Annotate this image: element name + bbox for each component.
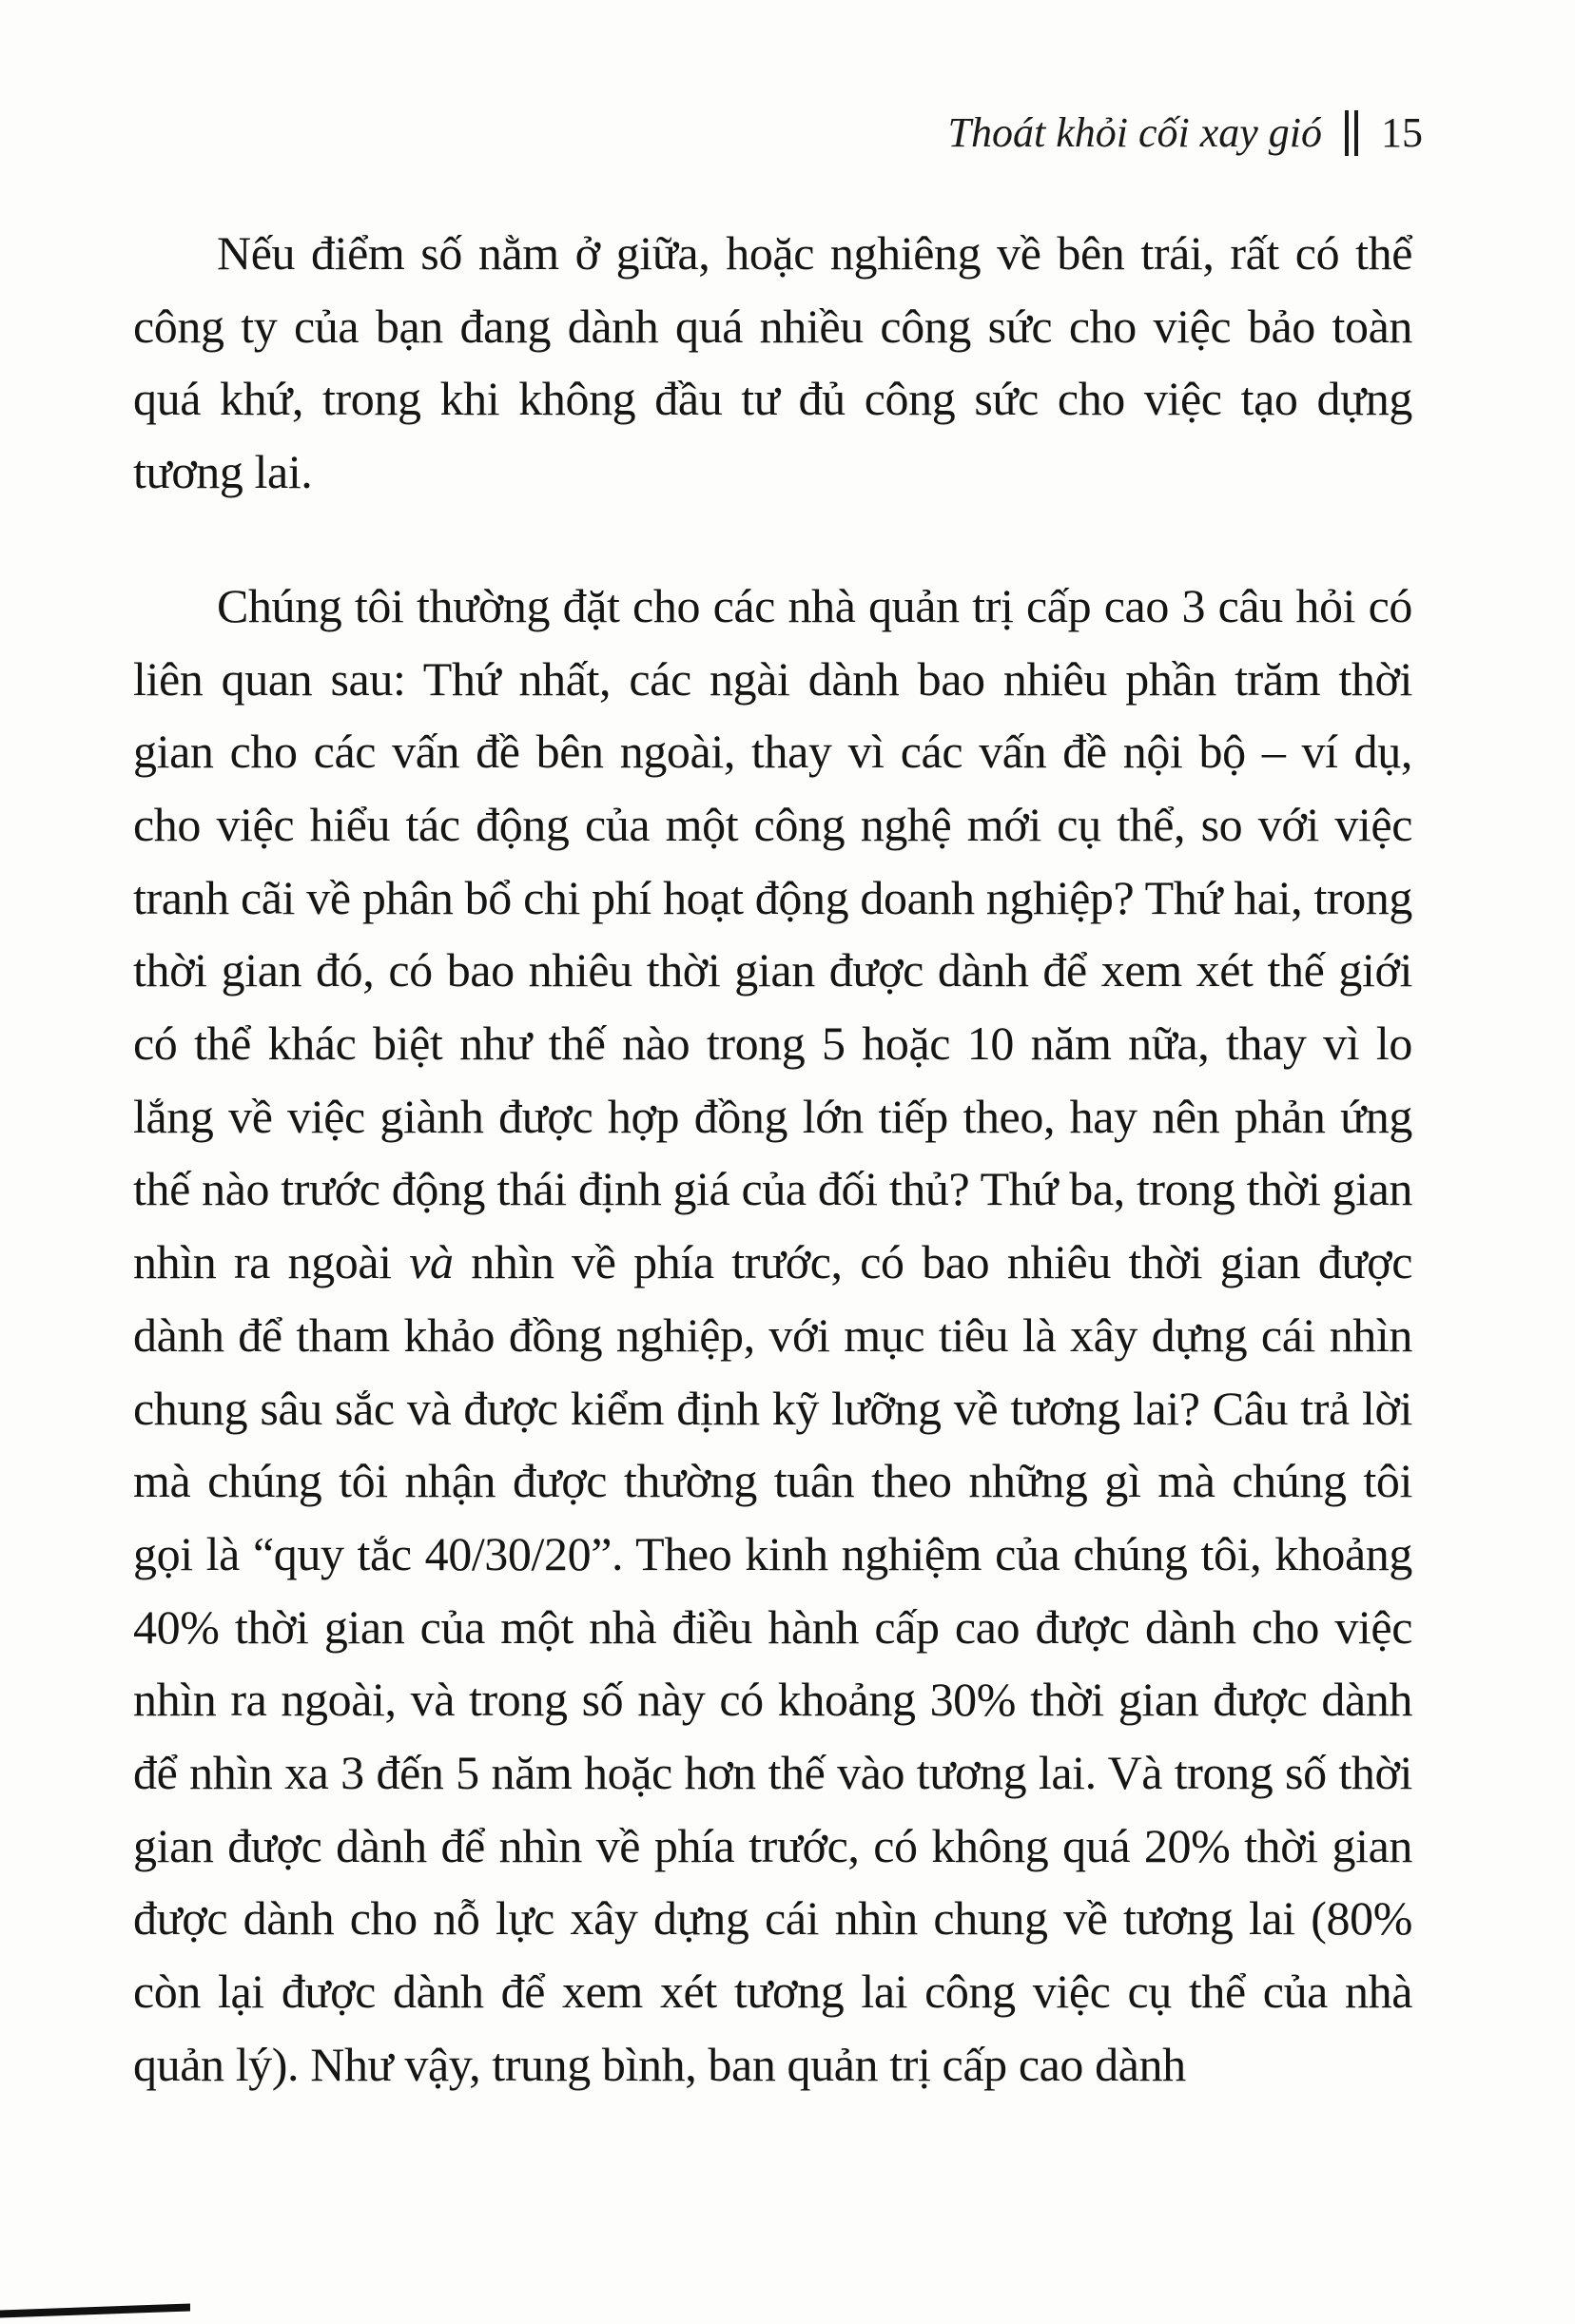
paragraph-2 (133, 570, 1412, 2101)
page-number: 15 (1381, 109, 1423, 156)
paragraph-1: Nếu điểm số nằm ở giữa, hoặc nghiêng về bên trái, rất có thể công ty của bạn đang dành quá nhiều công sức cho việc bảo toàn quá khứ, trong khi không đầu tư đủ công sức cho việc tạo dựng tương lai. (133, 226, 1412, 499)
paragraph-2-emphasis: và (409, 1235, 454, 1289)
scan-edge-mark (0, 2304, 190, 2318)
header-separator (1345, 110, 1358, 156)
paragraph-2-part-2: nhìn về phía trước, có bao nhiêu thời gian được dành để tham khảo đồng nghiệp, với mục tiêu là xây dựng cái nhìn chung sâu sắc và được kiểm định kỹ lưỡng về tương lai? Câu trả lời mà chúng tôi nhận được thường tuân theo những gì mà chúng tôi gọi là “quy tắc 40/30/20”. Theo kinh nghiệm của chúng tôi, khoảng 40% thời gian của một nhà điều hành cấp cao được dành cho việc nhìn ra ngoài, và trong số này có khoảng 30% thời gian được dành để nhìn xa 3 đến 5 năm hoặc hơn thế vào tương lai. Và trong số thời gian được dành để nhìn về phía trước, có không quá 20% thời gian được dành cho nỗ lực xây dựng cái nhìn chung về tương lai (80% còn lại được dành để xem xét tương lai công việc cụ thể của nhà quản lý). Như vậy, trung bình, ban quản trị cấp cao dành (133, 1235, 1412, 2091)
running-title: Thoát khỏi cối xay gió (947, 109, 1322, 156)
paragraph-2-part-1: Chúng tôi thường đặt cho các nhà quản trị cấp cao 3 câu hỏi có liên quan sau: Thứ nhất, các ngài dành bao nhiêu phần trăm thời gian cho các vấn đề bên ngoài, thay vì các vấn đề nội bộ – ví dụ, cho việc hiểu tác động của một công nghệ mới cụ thể, so với việc tranh cãi về phân bổ chi phí hoạt động doanh nghiệp? Thứ hai, trong thời gian đó, có bao nhiêu thời gian được dành để xem xét thế giới có thể khác biệt như thế nào trong 5 hoặc 10 năm nữa, thay vì lo lắng về việc giành được hợp đồng lớn tiếp theo, hay nên phản ứng thế nào trước động thái định giá của đối thủ? Thứ ba, trong thời gian nhìn ra ngoài (133, 578, 1412, 1289)
body-text (133, 217, 1412, 2101)
running-header (948, 105, 1424, 162)
